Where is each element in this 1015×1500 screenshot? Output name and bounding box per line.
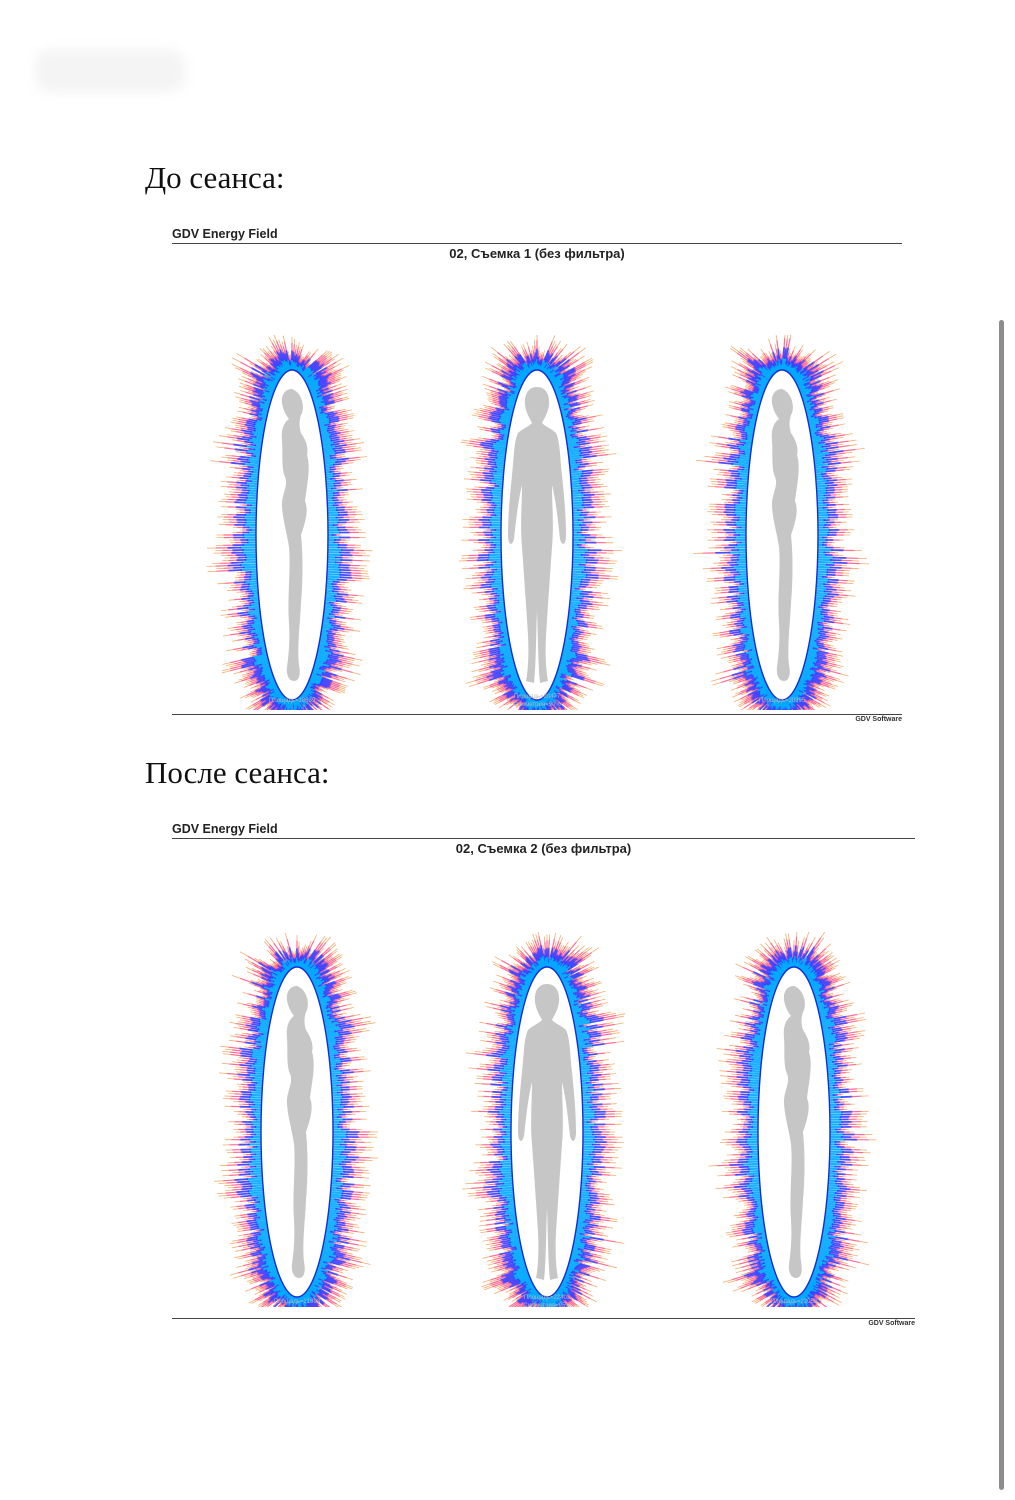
aura-panel	[197, 335, 387, 710]
report-after	[172, 822, 915, 1332]
area-label: Площадь=22052	[770, 1299, 818, 1305]
divider-line	[172, 838, 915, 839]
area-label: Площадь=20395	[758, 698, 806, 704]
aura-panel	[442, 335, 632, 710]
aura-panel	[699, 932, 889, 1307]
footer-label: GDV Software	[868, 1320, 915, 1327]
report-header: GDV Energy Field	[172, 822, 278, 836]
aura-illustration	[442, 335, 632, 710]
report-title: 02, Съемка 1 (без фильтра)	[449, 246, 625, 261]
section-heading-before: До сеанса:	[145, 160, 285, 195]
area-label: Площадь=18639	[268, 698, 316, 704]
report-title: 02, Съемка 2 (без фильтра)	[455, 841, 632, 856]
blurred-corner-mark	[35, 50, 185, 92]
divider-line	[172, 1318, 915, 1319]
divider-line	[172, 243, 902, 244]
aura-illustration	[202, 932, 392, 1307]
aura-panel	[687, 335, 877, 710]
report-header: GDV Energy Field	[172, 227, 278, 241]
symmetry-label: Симметрия=90%	[513, 702, 561, 708]
aura-illustration	[197, 335, 387, 710]
aura-illustration	[687, 335, 877, 710]
area-label: Площадь=20477	[513, 694, 561, 700]
section-heading-after: После сеанса:	[145, 755, 330, 790]
scrollbar[interactable]	[999, 320, 1004, 1490]
footer-label: GDV Software	[855, 716, 902, 723]
divider-line	[172, 714, 902, 715]
aura-panel	[452, 932, 642, 1307]
area-label: Площадь=21893	[273, 1299, 321, 1305]
aura-illustration	[452, 932, 642, 1307]
aura-panel	[202, 932, 392, 1307]
area-label: Площадь=22403	[523, 1295, 571, 1301]
report-before	[172, 227, 902, 727]
aura-illustration	[699, 932, 889, 1307]
symmetry-label: Симметрия=95%	[523, 1303, 571, 1309]
